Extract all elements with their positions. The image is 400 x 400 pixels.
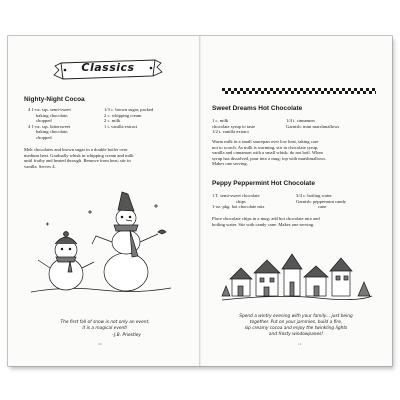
ingredients-col1 xyxy=(212,193,265,210)
ingredients-col1 xyxy=(212,118,255,135)
recipe-title: Nighty-Night Cocoa xyxy=(24,96,85,103)
quote-line: it is a magical event! xyxy=(82,326,128,331)
ingredient-line: cane xyxy=(318,204,327,209)
ingredient-line: 1 c. milk xyxy=(212,118,229,123)
direction-line: boiling water. Stir with candy cane. Makes one serving. xyxy=(212,221,315,227)
ingredient-line: chips xyxy=(236,198,246,204)
ingredients-col2 xyxy=(286,118,339,129)
quote-line: and frosty windowpanes! xyxy=(268,332,324,337)
direction-line: vanilla and cinnamon with a small whisk; do not boil. When xyxy=(212,150,323,156)
ingredients-col2 xyxy=(104,107,153,129)
classics-banner xyxy=(53,54,163,86)
right-page xyxy=(200,36,392,366)
ingredient-line: 2 c. whipping cream xyxy=(104,112,142,118)
quote-text xyxy=(30,320,180,332)
ingredient-line: 1-oz. pkg. hot chocolate mix xyxy=(212,204,265,209)
ingredient-line: 1/3 c. brown sugar, packed xyxy=(104,107,154,112)
ingredient-line: chopped xyxy=(36,134,52,140)
recipe-title: Sweet Dreams Hot Chocolate xyxy=(212,105,303,112)
direction-line: medium heat. Gradually whisk in whipping cream and milk xyxy=(24,152,134,158)
ingredient-line: 3/4 c. boiling water xyxy=(296,193,332,198)
village-illustration xyxy=(218,242,374,306)
ingredients-col2 xyxy=(296,193,346,210)
ingredient-line: 1 T. semi-sweet chocolate xyxy=(212,193,260,198)
ingredient-line: 1/4 t. cinnamon xyxy=(286,118,315,123)
page-number: 11 xyxy=(298,342,302,346)
recipe-directions xyxy=(24,147,134,169)
ingredients-col1 xyxy=(28,107,71,140)
ingredient-line: Garnish: peppermint candy xyxy=(296,198,347,204)
quote-text xyxy=(212,314,380,338)
banner-title: Classics xyxy=(81,61,135,74)
quote-line: The first fall of snow is not only an event, xyxy=(60,320,150,325)
ingredient-line: 2 c. milk xyxy=(104,118,121,123)
recipe-directions xyxy=(212,139,326,167)
left-page xyxy=(8,36,200,366)
ingredient-line: baking chocolate, xyxy=(36,129,69,134)
quote-line: together. Put on your jammies, build a fire, xyxy=(249,320,343,325)
ingredient-line: 4 1-oz. sqs. bittersweet xyxy=(28,123,71,129)
ingredient-line: chopped xyxy=(36,118,52,123)
direction-line: Melt chocolates and brown sugar in a double boiler over xyxy=(24,147,128,152)
direction-line: vanilla. Serves 4. xyxy=(24,163,56,169)
quote-line: Spend a wintry evening with your family... just being xyxy=(239,314,353,319)
ingredient-line: 4 1-oz. sqs. semi-sweet xyxy=(28,107,71,112)
quote-attribution: –J.B. Priestley xyxy=(112,333,141,338)
snowmen-illustration xyxy=(26,184,176,300)
recipe-directions xyxy=(212,216,320,227)
direction-line: not to scorch. As milk is warming, stir in chocolate syrup, xyxy=(212,144,319,150)
direction-line: Warm milk in a small saucepan over low heat, taking care xyxy=(212,139,319,144)
direction-line: Makes one serving. xyxy=(212,161,248,167)
quote-line: sip creamy cocoa and enjoy the twinkling lights xyxy=(244,326,348,331)
ingredient-line: chocolate syrup to taste xyxy=(212,123,256,129)
direction-line: syrup has dissolved, pour into a mug; top with marshmallows. xyxy=(212,155,327,161)
page-number: 10 xyxy=(98,342,102,346)
direction-line: Place chocolate chips in a mug; add hot chocolate mix and xyxy=(212,216,320,221)
checkered-border xyxy=(222,88,376,94)
book-spine xyxy=(199,36,201,366)
ingredient-line: Garnish: mini marshmallows xyxy=(286,123,340,129)
direction-line: until frothy and heated through. Remove from heat; stir in xyxy=(24,158,131,164)
ingredient-line: 1/2 t. vanilla extract xyxy=(212,129,249,134)
recipe-title: Peppy Peppermint Hot Chocolate xyxy=(212,180,315,187)
ingredient-line: 1 t. vanilla extract xyxy=(104,123,138,129)
ingredient-line: baking chocolate, xyxy=(36,112,69,118)
